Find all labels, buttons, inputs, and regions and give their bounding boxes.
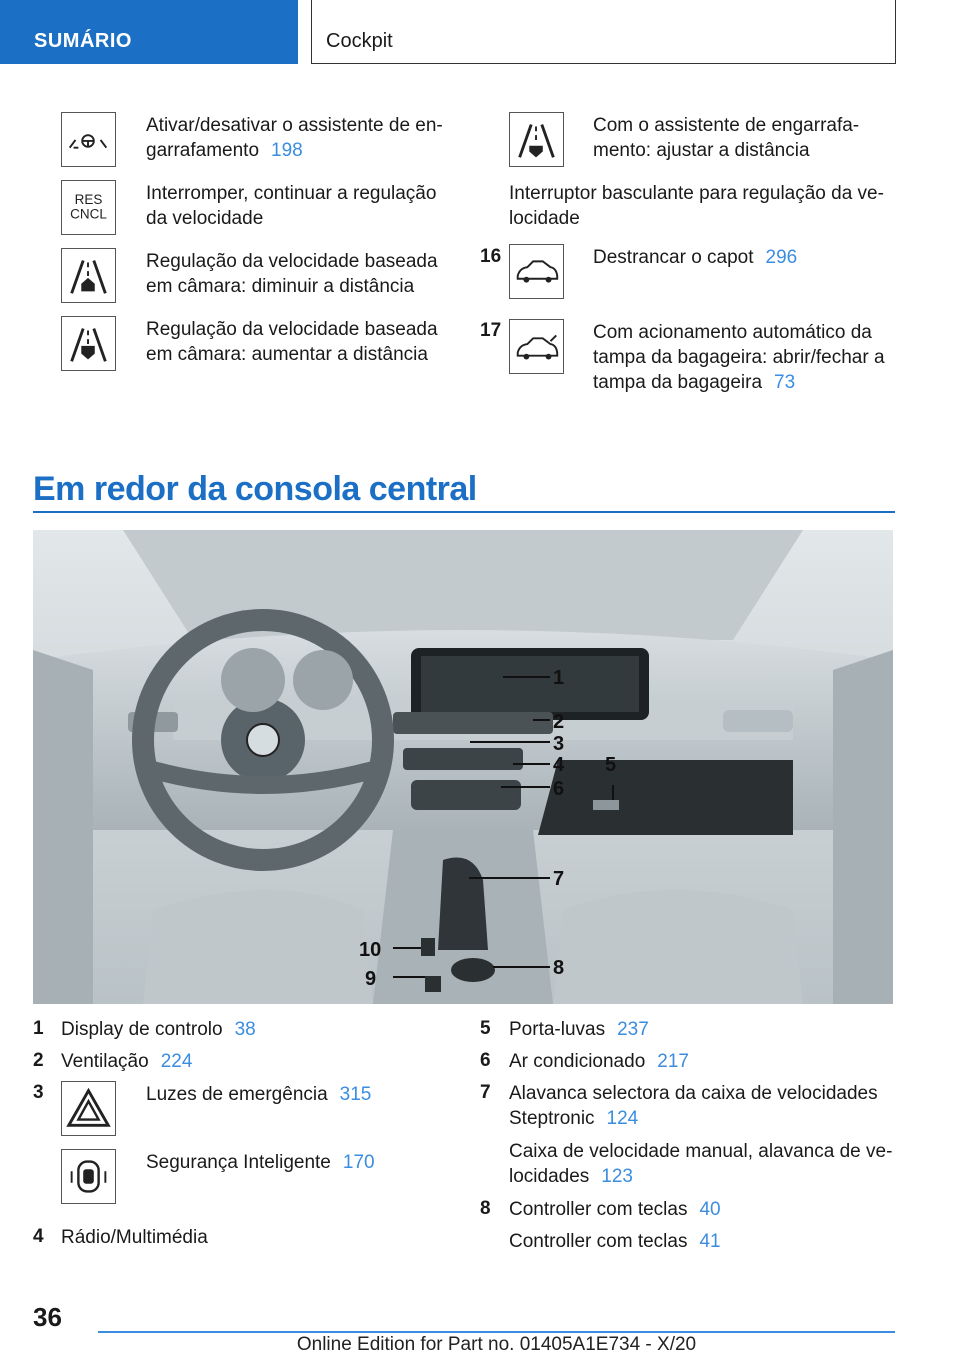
item-text: Regulação da velocidade baseada (146, 251, 438, 272)
callout-3: 3 (553, 733, 565, 755)
item-text: Luzes de emergência (146, 1084, 328, 1105)
bonnet-release-icon (509, 244, 564, 299)
callout-5: 5 (605, 754, 617, 776)
item-17 (593, 320, 885, 395)
list-item-3 (146, 1082, 371, 1107)
page-ref-link[interactable]: 170 (342, 1152, 375, 1173)
item-text: Ventilação (61, 1051, 149, 1072)
callout-7: 7 (553, 868, 565, 890)
item-text: Interromper, continuar a regulação (146, 183, 437, 204)
top-left-item-3 (146, 249, 438, 299)
page-ref-link[interactable]: 296 (765, 247, 798, 268)
page-ref-link[interactable]: 38 (234, 1019, 256, 1040)
item-number: 16 (480, 246, 502, 267)
distance-adjust-icon (509, 112, 564, 167)
item-text: Alavanca selectora da caixa de velocidades (509, 1083, 878, 1104)
item-text: Segurança Inteligente (146, 1152, 331, 1173)
item-text: Destrancar o capot (593, 247, 754, 268)
list-number: 7 (480, 1082, 491, 1103)
list-item-2 (61, 1049, 192, 1074)
footer-divider (98, 1331, 895, 1333)
item-text: Controller com teclas (509, 1199, 688, 1220)
traffic-jam-assistant-icon (61, 112, 116, 167)
callout-8: 8 (553, 957, 565, 979)
item-text: Rádio/Multimédia (61, 1227, 208, 1248)
item-text: Regulação da velocidade baseada (146, 319, 438, 340)
callout-10: 10 (359, 939, 382, 961)
section-title-label: Cockpit (326, 30, 393, 52)
distance-decrease-icon (61, 248, 116, 303)
callout-2: 2 (553, 711, 565, 733)
list-number: 3 (33, 1082, 44, 1103)
tailgate-icon (509, 319, 564, 374)
item-text: Controller com teclas (509, 1231, 688, 1252)
top-left-item-2 (146, 181, 436, 231)
callout-9: 9 (365, 968, 377, 990)
list-number: 8 (480, 1198, 491, 1219)
list-item-7b (509, 1139, 892, 1189)
list-item-5 (509, 1017, 649, 1042)
item-text: garrafamento (146, 140, 260, 161)
item-text: Ativar/desativar o assistente de en- (146, 115, 443, 136)
item-text: Steptronic (509, 1108, 595, 1129)
item-text: tampa da bagageira: abrir/fechar a (593, 347, 885, 368)
list-item-7 (509, 1081, 878, 1131)
page-ref-link[interactable]: 217 (657, 1051, 689, 1072)
section-header (311, 0, 896, 64)
item-text: mento: ajustar a distância (593, 140, 810, 161)
hazard-warning-icon (61, 1081, 116, 1136)
list-number: 2 (33, 1050, 44, 1071)
page-ref-link[interactable]: 124 (606, 1108, 639, 1129)
list-number: 6 (480, 1050, 491, 1071)
item-text: Ar condicionado (509, 1051, 646, 1072)
list-number: 4 (33, 1226, 44, 1247)
item-text: Caixa de velocidade manual, alavanca de ve- (509, 1141, 893, 1162)
list-item-8b (509, 1229, 721, 1254)
rocker-switch-item (509, 181, 884, 231)
page-ref-link[interactable]: 123 (601, 1166, 633, 1187)
item-text: locidades (509, 1166, 590, 1187)
item-text: Interruptor basculante para regulação da ve- (509, 183, 884, 204)
heading-divider (33, 511, 895, 513)
icon-label: RES (74, 192, 103, 208)
footer-edition: Online Edition for Part no. 01405A1E734 - X/20 (296, 1334, 697, 1355)
top-left-item-4 (146, 317, 438, 367)
center-console-photo (33, 530, 893, 1004)
item-text: da velocidade (146, 208, 264, 229)
list-item-4 (61, 1225, 208, 1250)
item-text: Display de controlo (61, 1019, 223, 1040)
section-heading: Em redor da consola central (33, 470, 477, 508)
list-item-8 (509, 1197, 721, 1222)
page-ref-link[interactable]: 237 (617, 1019, 649, 1040)
callout-1: 1 (553, 667, 565, 689)
item-number: 17 (480, 320, 502, 341)
page-number: 36 (33, 1302, 62, 1332)
icon-label: CNCL (70, 206, 107, 222)
summary-tab[interactable]: SUMÁRIO (0, 0, 298, 64)
top-left-item-1 (146, 113, 443, 163)
intelligent-safety-icon (61, 1149, 116, 1204)
list-number: 5 (480, 1018, 491, 1039)
list-item-6 (509, 1049, 689, 1074)
callout-4: 4 (553, 754, 565, 776)
item-text: Porta-luvas (509, 1019, 606, 1040)
page-ref-link[interactable]: 73 (774, 372, 796, 393)
list-item-1 (61, 1017, 256, 1042)
item-text: em câmara: diminuir a distância (146, 276, 415, 297)
page-ref-link[interactable]: 41 (699, 1231, 721, 1252)
item-text: Com o assistente de engarrafa- (593, 115, 860, 136)
item-16 (593, 245, 797, 270)
page-ref-link[interactable]: 224 (160, 1051, 193, 1072)
list-number: 1 (33, 1018, 44, 1039)
callout-6: 6 (553, 778, 565, 800)
distance-increase-icon (61, 316, 116, 371)
res-cncl-icon (61, 180, 116, 235)
page-ref-link[interactable]: 315 (339, 1084, 372, 1105)
page-ref-link[interactable]: 198 (271, 140, 303, 161)
item-text: em câmara: aumentar a distância (146, 344, 428, 365)
top-right-item (593, 113, 859, 163)
list-item-3b (146, 1150, 375, 1175)
item-text: tampa da bagageira (593, 372, 763, 393)
item-text: Com acionamento automático da (593, 322, 872, 343)
page-ref-link[interactable]: 40 (699, 1199, 721, 1220)
item-text: locidade (509, 208, 580, 229)
